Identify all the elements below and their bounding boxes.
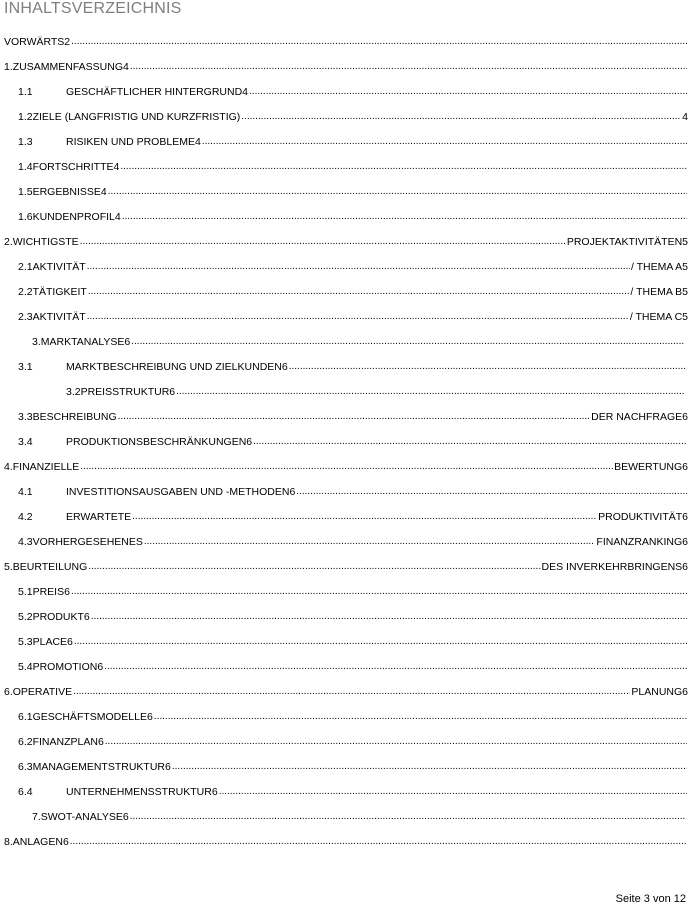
toc-entry[interactable] <box>4 682 688 698</box>
toc-entry[interactable] <box>18 707 688 723</box>
toc-entry[interactable] <box>4 232 688 248</box>
toc-entry-label: MARKTBESCHREIBUNG UND ZIELKUNDEN6 <box>66 361 288 373</box>
toc-entry[interactable] <box>18 182 688 198</box>
toc-entry-number: 1.1 <box>18 86 33 98</box>
toc-entry[interactable] <box>18 132 688 148</box>
toc-entry-label: UNTERNEHMENSSTRUKTUR6 <box>66 786 218 798</box>
toc-leader-dots <box>132 511 597 523</box>
toc-entry-label: 2.WICHTIGSTE <box>4 236 79 248</box>
toc-leader-dots <box>130 61 687 73</box>
toc-entry-label: 5.BEURTEILUNG <box>4 561 88 573</box>
toc-entry[interactable] <box>32 332 686 348</box>
toc-leader-dots <box>241 111 681 123</box>
toc-entry-label: 2.1AKTIVITÄT <box>18 261 86 273</box>
toc-entry-label: 3.MARKTANALYSE6 <box>32 336 131 348</box>
toc-entry-label: 1.ZUSAMMENFASSUNG4 <box>4 61 129 73</box>
toc-entry-label: 1.4FORTSCHRITTE4 <box>18 161 120 173</box>
toc-entry[interactable] <box>18 432 688 448</box>
toc-entry[interactable] <box>18 732 688 748</box>
toc-entry[interactable] <box>18 632 688 648</box>
toc-entry-label: RISIKEN UND PROBLEME4 <box>66 136 201 148</box>
toc-entry[interactable] <box>18 657 688 673</box>
toc-entry[interactable] <box>18 282 688 298</box>
toc-entry-label: 6.3MANAGEMENTSTRUKTUR6 <box>18 761 171 773</box>
toc-entry-number: 4.2 <box>18 511 33 523</box>
toc-entry-label: ERWARTETE <box>66 511 132 523</box>
page-title: INHALTSVERZEICHNIS <box>4 0 182 17</box>
toc-entry-label: 2.3AKTIVITÄT <box>18 311 86 323</box>
toc-leader-dots <box>130 811 685 823</box>
toc-leader-dots <box>87 311 629 323</box>
toc-leader-dots <box>71 36 687 48</box>
toc-entry-tail: BEWERTUNG6 <box>614 461 688 473</box>
toc-entry-number: 4.1 <box>18 486 33 498</box>
toc-entry[interactable] <box>18 782 688 798</box>
toc-leader-dots <box>253 436 687 448</box>
toc-leader-dots <box>73 686 630 698</box>
toc-leader-dots <box>120 161 687 173</box>
toc-entry-label: 6.OPERATIVE <box>4 686 73 698</box>
toc-entry[interactable] <box>18 507 688 523</box>
toc-entry[interactable] <box>18 357 688 373</box>
toc-entry-label: 1.6KUNDENPROFIL4 <box>18 211 121 223</box>
toc-leader-dots <box>88 286 630 298</box>
toc-leader-dots <box>91 611 687 623</box>
toc-leader-dots <box>176 386 685 398</box>
toc-entry[interactable] <box>18 107 688 123</box>
toc-entry-tail: 4 <box>682 111 688 123</box>
toc-entry-label: 7.SWOT-ANALYSE6 <box>32 811 129 823</box>
toc-leader-dots <box>108 186 687 198</box>
toc-entry[interactable] <box>18 757 688 773</box>
toc-leader-dots <box>219 786 687 798</box>
toc-leader-dots <box>144 536 596 548</box>
toc-leader-dots <box>118 411 591 423</box>
toc-leader-dots <box>104 661 687 673</box>
toc-entry-tail: / THEMA B5 <box>630 286 688 298</box>
toc-entry-label: GESCHÄFTLICHER HINTERGRUND4 <box>66 86 249 98</box>
toc-entry-label: 3.2PREISSTRUKTUR6 <box>66 386 176 398</box>
toc-entry[interactable] <box>18 307 688 323</box>
toc-entry[interactable] <box>18 157 688 173</box>
toc-entry-label: 6.1GESCHÄFTSMODELLE6 <box>18 711 153 723</box>
toc-entry-label: PRODUKTIONSBESCHRÄNKUNGEN6 <box>66 436 253 448</box>
toc-entry-label: 1.5ERGEBNISSE4 <box>18 186 107 198</box>
toc-leader-dots <box>289 361 687 373</box>
toc-leader-dots <box>87 261 630 273</box>
toc-entry-number: 6.4 <box>18 786 33 798</box>
toc-leader-dots <box>296 486 687 498</box>
toc-leader-dots <box>249 86 687 98</box>
toc-leader-dots <box>71 586 687 598</box>
toc-entry[interactable] <box>18 82 688 98</box>
toc-entry-label: 5.1PREIS6 <box>18 586 70 598</box>
toc-entry-tail: FINANZRANKING6 <box>596 536 688 548</box>
toc-entry[interactable] <box>32 807 686 823</box>
toc-leader-dots <box>122 211 687 223</box>
toc-entry-tail: PRODUKTIVITÄT6 <box>598 511 688 523</box>
toc-entry-label: 5.3PLACE6 <box>18 636 73 648</box>
toc-entry-label: 5.2PRODUKT6 <box>18 611 90 623</box>
toc-entry-label: 5.4PROMOTION6 <box>18 661 104 673</box>
toc-entry[interactable] <box>18 207 688 223</box>
toc-entry[interactable] <box>4 57 688 73</box>
toc-entry-label: 1.2ZIELE (LANGFRISTIG UND KURZFRISTIG) <box>18 111 241 123</box>
toc-entry[interactable] <box>18 532 688 548</box>
toc-entry-tail: PLANUNG6 <box>631 686 688 698</box>
toc-leader-dots <box>70 836 687 848</box>
toc-leader-dots <box>80 461 613 473</box>
toc-leader-dots <box>80 236 566 248</box>
toc-leader-dots <box>131 336 685 348</box>
toc-entry[interactable] <box>18 407 688 423</box>
toc-leader-dots <box>74 636 687 648</box>
toc-leader-dots <box>202 136 687 148</box>
toc-entry-label: 2.2TÄTIGKEIT <box>18 286 87 298</box>
toc-entry[interactable] <box>18 582 688 598</box>
toc-entry-label: 6.2FINANZPLAN6 <box>18 736 104 748</box>
toc-entry-label: 8.ANLAGEN6 <box>4 836 69 848</box>
page-number-footer: Seite 3 von 12 <box>615 893 686 905</box>
toc-entry-label: 3.3BESCHREIBUNG <box>18 411 117 423</box>
toc-entry[interactable] <box>4 832 688 848</box>
toc-entry-tail: DER NACHFRAGE6 <box>591 411 688 423</box>
toc-entry-tail: / THEMA C5 <box>629 311 688 323</box>
toc-entry[interactable] <box>18 257 688 273</box>
toc-leader-dots <box>172 761 687 773</box>
toc-entry-label: 4.FINANZIELLE <box>4 461 80 473</box>
toc-entry[interactable] <box>4 32 688 48</box>
toc-entry-label: VORWÄRTS2 <box>4 36 71 48</box>
toc-entry[interactable] <box>18 482 688 498</box>
toc-entry-number: 3.1 <box>18 361 33 373</box>
toc-entry-label: INVESTITIONSAUSGABEN UND -METHODEN6 <box>66 486 296 498</box>
toc-entry-number: 1.3 <box>18 136 33 148</box>
toc-leader-dots <box>154 711 687 723</box>
toc-leader-dots <box>88 561 540 573</box>
toc-entry-number: 3.4 <box>18 436 33 448</box>
toc-entry-tail: / THEMA A5 <box>631 261 688 273</box>
toc-entry-label: 4.3VORHERGESEHENES <box>18 536 143 548</box>
toc-entry[interactable] <box>66 382 686 398</box>
toc-entry-tail: PROJEKTAKTIVITÄTEN5 <box>566 236 688 248</box>
toc-entry[interactable] <box>18 607 688 623</box>
toc-leader-dots <box>105 736 687 748</box>
toc-entry[interactable] <box>4 557 688 573</box>
toc-entry-tail: DES INVERKEHRBRINGENS6 <box>541 561 688 573</box>
toc-entry[interactable] <box>4 457 688 473</box>
